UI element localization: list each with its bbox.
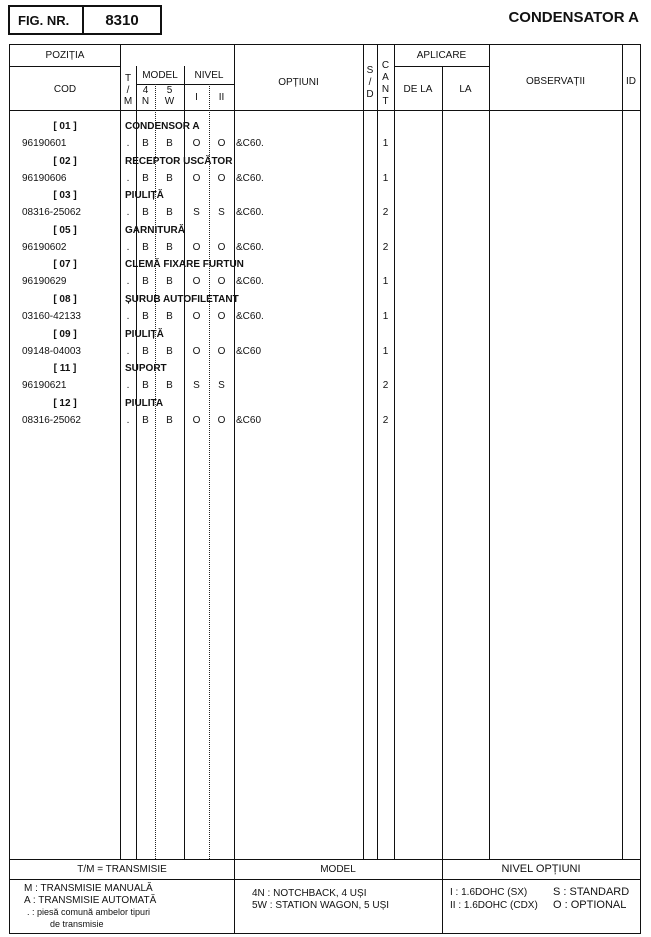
row-model-4n: B <box>142 207 149 218</box>
item-options: &C60. <box>236 173 264 184</box>
row-model-4n: B <box>142 346 149 357</box>
col-line-id <box>622 45 623 859</box>
item-options: &C60. <box>236 311 264 322</box>
row-nivel-i: O <box>192 415 201 426</box>
legend-nivel-ii: II : 1.6DOHC (CDX) <box>450 900 538 911</box>
row-nivel-i: O <box>192 138 201 149</box>
item-name: CLEMĂ FIXARE FURTUN <box>125 259 244 270</box>
row-qty: 2 <box>382 207 389 218</box>
row-model-5w: B <box>166 311 173 322</box>
col-line-observatii <box>489 45 490 859</box>
legend-nivel-i: I : 1.6DOHC (SX) <box>450 887 528 898</box>
row-tm: . <box>126 346 130 357</box>
item-options: &C60. <box>236 276 264 287</box>
row-model-5w: B <box>166 415 173 426</box>
item-position: [ 03 ] <box>53 190 77 201</box>
item-name: GARNITURĂ <box>125 225 185 236</box>
row-tm: . <box>126 242 130 253</box>
row-qty: 1 <box>382 311 389 322</box>
header-cod: COD <box>53 84 77 95</box>
legend-nivel-o: O : OPTIONAL <box>553 899 627 911</box>
legend-top-line <box>10 859 640 860</box>
row-nivel-i: S <box>193 207 200 218</box>
col-line-la <box>442 66 443 859</box>
row-model-4n: B <box>142 138 149 149</box>
legend-tm-dot-1: . : piesă comună ambelor tipuri <box>27 907 151 917</box>
row-qty: 2 <box>382 380 389 391</box>
header-la: LA <box>459 84 472 95</box>
legend-title-line <box>10 879 640 880</box>
row-model-4n: B <box>142 415 149 426</box>
item-code: 09148-04003 <box>22 346 81 357</box>
row-nivel-i: S <box>193 380 200 391</box>
item-options: &C60 <box>236 415 262 426</box>
col-line-model <box>136 66 137 859</box>
row-nivel-i: O <box>192 173 201 184</box>
header-id: ID <box>626 76 636 87</box>
legend-tm-a: A : TRANSMISIE AUTOMATĂ <box>24 895 157 906</box>
header-sd-d: D <box>366 89 374 100</box>
row-model-5w: B <box>166 242 173 253</box>
row-tm: . <box>126 138 130 149</box>
row-model-5w: B <box>166 173 173 184</box>
header-model-4: 4 <box>142 85 149 96</box>
item-name: PIULIȚĂ <box>125 329 164 340</box>
header-model-w: W <box>164 96 175 107</box>
legend-tm-m: M : TRANSMISIE MANUALĂ <box>24 883 153 894</box>
row-nivel-ii: O <box>217 276 226 287</box>
row-qty: 2 <box>382 415 389 426</box>
col-line-cant <box>377 45 378 859</box>
header-cant-n: N <box>381 84 390 95</box>
header-model-n: N <box>141 96 150 107</box>
header-model-5: 5 <box>166 85 173 96</box>
fig-number: 8310 <box>105 12 139 29</box>
header-nivel: NIVEL <box>194 70 224 81</box>
header-de-la: DE LA <box>403 84 433 95</box>
col-line-sd <box>363 45 364 859</box>
row-tm: . <box>126 173 130 184</box>
row-model-5w: B <box>166 346 173 357</box>
header-divider-pozitia <box>10 66 120 67</box>
row-model-4n: B <box>142 311 149 322</box>
header-observatii: OBSERVAȚII <box>525 76 586 87</box>
header-tm-t: T <box>124 73 132 84</box>
row-qty: 2 <box>382 242 389 253</box>
header-cant-a: A <box>382 72 389 83</box>
row-tm: . <box>126 276 130 287</box>
header-model: MODEL <box>142 70 178 81</box>
item-name: CONDENSOR A <box>125 121 200 132</box>
item-position: [ 02 ] <box>53 156 77 167</box>
row-model-4n: B <box>142 173 149 184</box>
row-nivel-ii: O <box>217 415 226 426</box>
col-line-nivel-inner <box>209 84 210 859</box>
item-name: SUPORT <box>125 363 167 374</box>
row-nivel-i: O <box>192 276 201 287</box>
legend-nivel-s: S : STANDARD <box>553 886 630 898</box>
row-tm: . <box>126 311 130 322</box>
fig-label: FIG. NR. <box>18 13 70 28</box>
legend-model-title: MODEL <box>320 864 356 875</box>
header-sd-s: S <box>366 65 374 76</box>
item-position: [ 08 ] <box>53 294 77 305</box>
legend-tm-title: T/M = TRANSMISIE <box>77 864 167 875</box>
fig-number-box <box>8 5 162 35</box>
item-code: 03160-42133 <box>22 311 81 322</box>
item-code: 96190629 <box>22 276 67 287</box>
item-name: PIULIȚĂ <box>125 190 164 201</box>
header-sd-slash: / <box>368 77 372 88</box>
row-tm: . <box>126 380 130 391</box>
row-tm: . <box>126 415 130 426</box>
row-model-4n: B <box>142 380 149 391</box>
item-code: 08316-25062 <box>22 415 81 426</box>
row-nivel-i: O <box>192 242 201 253</box>
item-options: &C60. <box>236 138 264 149</box>
header-nivel-ii: II <box>218 92 225 103</box>
item-name: RECEPTOR USCĂTOR <box>125 156 233 167</box>
row-model-5w: B <box>166 380 173 391</box>
legend-tm-dot-2: de transmisie <box>50 919 104 929</box>
header-tm-slash: / <box>126 85 130 96</box>
row-nivel-i: O <box>192 346 201 357</box>
header-bottom-line <box>10 110 640 111</box>
row-qty: 1 <box>382 346 389 357</box>
item-code: 96190606 <box>22 173 67 184</box>
header-cant-c: C <box>381 60 390 71</box>
row-nivel-ii: O <box>217 173 226 184</box>
header-divider-model-nivel <box>136 84 234 85</box>
item-position: [ 09 ] <box>53 329 77 340</box>
item-position: [ 01 ] <box>53 121 77 132</box>
row-qty: 1 <box>382 138 389 149</box>
col-line-nivel <box>184 66 185 859</box>
item-options: &C60 <box>236 346 262 357</box>
header-aplicare: APLICARE <box>416 50 467 61</box>
legend-model-4n: 4N : NOTCHBACK, 4 UȘI <box>252 888 367 899</box>
col-line-optiuni <box>234 45 235 859</box>
item-position: [ 07 ] <box>53 259 77 270</box>
row-nivel-ii: S <box>218 380 225 391</box>
item-code: 96190621 <box>22 380 67 391</box>
header-nivel-i: I <box>195 92 198 103</box>
item-code: 96190601 <box>22 138 67 149</box>
row-model-4n: B <box>142 242 149 253</box>
page-title: CONDENSATOR A <box>508 9 639 26</box>
row-tm: . <box>126 207 130 218</box>
item-name: ȘURUB AUTOFILETANT <box>125 294 239 305</box>
item-position: [ 11 ] <box>53 363 77 374</box>
row-nivel-i: O <box>192 311 201 322</box>
item-position: [ 12 ] <box>53 398 77 409</box>
row-model-5w: B <box>166 207 173 218</box>
row-model-5w: B <box>166 138 173 149</box>
col-line-de-la <box>394 45 395 859</box>
header-pozitia: POZIȚIA <box>45 50 85 61</box>
row-nivel-ii: O <box>217 138 226 149</box>
item-code: 96190602 <box>22 242 67 253</box>
parts-table <box>9 44 641 934</box>
header-optiuni: OPȚIUNI <box>278 77 319 88</box>
legend-model-5w: 5W : STATION WAGON, 5 UȘI <box>252 900 390 911</box>
row-model-5w: B <box>166 276 173 287</box>
row-nivel-ii: O <box>217 242 226 253</box>
row-qty: 1 <box>382 276 389 287</box>
header-tm-m: M <box>123 96 133 107</box>
header-cant-t: T <box>382 96 389 107</box>
row-nivel-ii: O <box>217 346 226 357</box>
row-nivel-ii: S <box>218 207 225 218</box>
row-nivel-ii: O <box>217 311 226 322</box>
legend-nivel-title: NIVEL OPȚIUNI <box>501 863 581 875</box>
item-position: [ 05 ] <box>53 225 77 236</box>
item-code: 08316-25062 <box>22 207 81 218</box>
item-options: &C60. <box>236 207 264 218</box>
item-name: PIULITA <box>125 398 164 409</box>
col-line-tm <box>120 45 121 859</box>
row-qty: 1 <box>382 173 389 184</box>
row-model-4n: B <box>142 276 149 287</box>
item-options: &C60. <box>236 242 264 253</box>
